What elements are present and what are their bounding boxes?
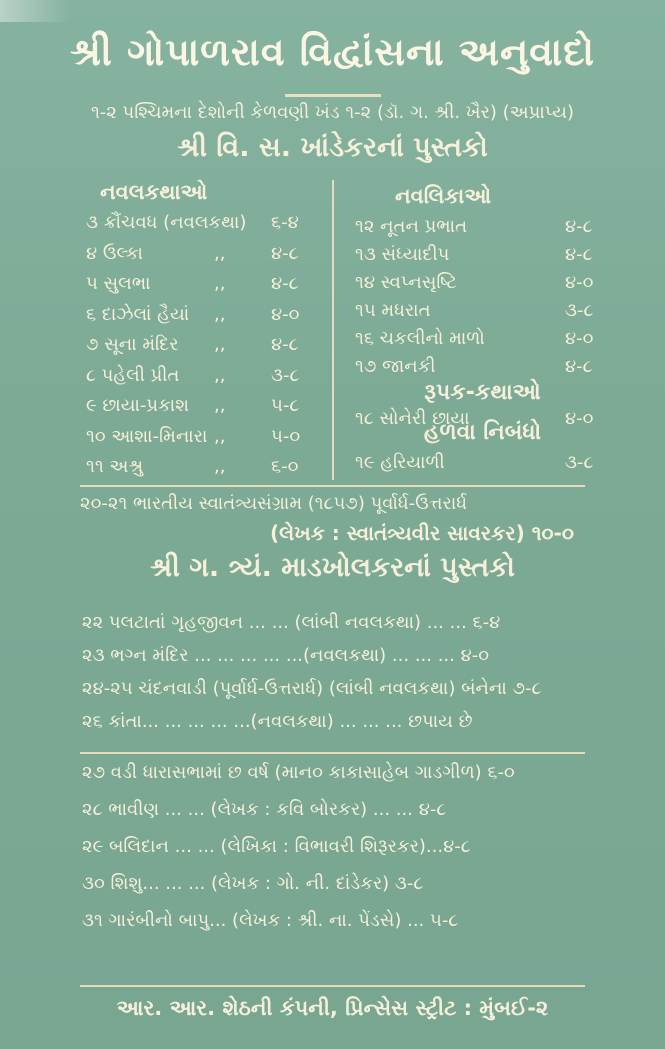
book-price: ૫-૮ bbox=[271, 395, 300, 416]
book-title: ૫ સુલભા bbox=[86, 273, 151, 294]
book-line: ૩૧ ગારંબીનો બાપુ... (લેખક : શ્રી. ના. પેંડસે) ... ૫-૮ bbox=[82, 910, 459, 931]
book-entry bbox=[86, 361, 326, 391]
book-entry bbox=[355, 352, 615, 382]
book-entry bbox=[86, 208, 326, 238]
ditto-mark: ,, bbox=[214, 334, 226, 355]
book-entry bbox=[86, 391, 326, 421]
book-title: ૧૯ હરિયાળી bbox=[355, 452, 445, 473]
book-title: ૬ દાઝેલાં હૈયાં bbox=[86, 303, 190, 325]
book-price: ૪-૮ bbox=[271, 242, 299, 264]
book-price: ૩-૮ bbox=[565, 452, 594, 473]
book-price: ૪-૦ bbox=[565, 328, 594, 349]
book-title: ૧૨ નૂતન પ્રભાત bbox=[355, 216, 468, 237]
book-title: ૧૦ આશા-મિનારા bbox=[86, 425, 208, 447]
khandekar-subtitle: શ્રી વિ. સ. ખાંડેકરનાં પુસ્તકો bbox=[177, 132, 488, 163]
book-entry bbox=[355, 296, 615, 326]
book-price: ૪-૮ bbox=[271, 273, 299, 294]
ditto-mark: ,, bbox=[214, 364, 226, 386]
book-line: ૨૭ વડી ધારાસભામાં છ વર્ષ (માન૦ કાકાસાહેબ ગાડગીળ) ૬-૦ bbox=[82, 762, 515, 783]
book-price: ૪-૮ bbox=[565, 216, 593, 237]
right-column-heading: નવલિકાઓ bbox=[395, 184, 492, 208]
book-entry bbox=[86, 452, 326, 482]
divider-rule-2 bbox=[80, 752, 585, 754]
book-price: ૬-૦ bbox=[271, 456, 299, 477]
book-price: ૪-૦ bbox=[565, 272, 594, 293]
book-entry bbox=[355, 240, 615, 270]
book-title: ૧૮ સોનેરી છાયા bbox=[355, 408, 470, 429]
book-price: ૩-૮ bbox=[565, 300, 594, 321]
book-title: ૯ છાયા-પ્રકાશ bbox=[86, 395, 190, 416]
title-underline-rule bbox=[285, 94, 381, 97]
divider-rule-3 bbox=[80, 985, 585, 987]
book-price: ૪-૦ bbox=[565, 408, 594, 429]
extra-line-2: (લેખક : સ્વાતંત્ર્યવીર સાવરકર) ૧૦-૦ bbox=[270, 521, 574, 545]
book-price: ૪-૮ bbox=[271, 334, 299, 355]
book-entry bbox=[355, 324, 615, 354]
book-price: ૪-૮ bbox=[565, 244, 593, 265]
book-entry bbox=[355, 212, 615, 242]
book-title: ૧૭ જાનકી bbox=[355, 356, 436, 377]
publisher-line: આર. આર. શેઠની કંપની, પ્રિન્સેસ સ્ટ્રીટ : મુંબઈ-૨ bbox=[116, 996, 549, 1020]
book-line: ૩૦ શિશુ... ... ... (લેખક : ગો. ની. દાંડેકર) ૩-૮ bbox=[82, 873, 424, 894]
book-line: ૨૪-૨૫ ચંદનવાડી (પૂર્વાર્ધ-ઉત્તરાર્ધ) (લાંબી નવલકથા) બંનેના ૭-૮ bbox=[82, 678, 542, 699]
ditto-mark: ,, bbox=[214, 395, 226, 416]
book-price: ૫-૦ bbox=[271, 425, 301, 447]
book-entry bbox=[355, 268, 615, 298]
extra-line-1: ૨૦-૨૧ ભારતીય સ્વાતંત્ર્યસંગ્રામ (૧૮૫૭) પૂર્વાર્ધ-ઉત્તરાર્ધ bbox=[80, 493, 468, 514]
book-price: ૬-૪ bbox=[271, 212, 299, 233]
ditto-mark: ,, bbox=[214, 273, 226, 294]
torn-corner-decoration bbox=[0, 0, 70, 22]
book-title: ૧૬ ચકલીનો માળો bbox=[355, 328, 485, 349]
book-entry bbox=[86, 300, 326, 330]
book-title: ૪ ઉલ્કા bbox=[86, 242, 143, 264]
book-price: ૩-૮ bbox=[271, 364, 300, 386]
ditto-mark: ,, bbox=[214, 425, 226, 447]
page-title: શ્રી ગોપાળરાવ વિદ્વાંસના અનુવાદો bbox=[69, 30, 595, 74]
book-line: ૨૨ પલટાતાં ગૃહજીવન ... ... (લાંબી નવલકથા) ... ... ૬-૪ bbox=[82, 612, 501, 633]
left-column-heading: નવલકથાઓ bbox=[100, 180, 208, 204]
nibandh-section-heading: હળવા નિબંધો bbox=[423, 420, 542, 445]
book-line: ૨૬ કાંતા... ... ... ... ...(નવલકથા) ... ... ... છપાય છે bbox=[82, 711, 473, 732]
book-entry bbox=[86, 239, 326, 269]
book-title: ૧૩ સંધ્યાદીપ bbox=[355, 244, 450, 265]
book-price: ૪-૮ bbox=[565, 356, 593, 377]
series-note: ૧-૨ પશ્ચિમના દેશોની કેળવણી ખંડ ૧-૨ (ડૉ. ગ. શ્રી. ખૈર) (અપ્રાપ્ય) bbox=[90, 102, 575, 123]
madkholkar-subtitle: શ્રી ગ. ત્ર્યં. માડખોલકરનાં પુસ્તકો bbox=[150, 552, 515, 583]
book-title: ૮ પહેલી પ્રીત bbox=[86, 364, 180, 386]
book-line: ૨૯ બલિદાન ... ... (લેખિકા : વિભાવરી શિરૂરકર)...૪-૮ bbox=[82, 836, 471, 857]
divider-rule bbox=[80, 485, 585, 487]
book-entry bbox=[86, 330, 326, 360]
book-entry bbox=[86, 269, 326, 299]
book-line: ૨૩ ભગ્ન મંદિર ... ... ... ... ...(નવલકથા) ... ... ... ૪-૦ bbox=[82, 645, 490, 666]
ditto-mark: ,, bbox=[214, 456, 226, 477]
book-price: ૪-૦ bbox=[271, 303, 300, 325]
book-title: ૭ સૂના મંદિર bbox=[86, 334, 179, 355]
rupak-section-heading: રૂપક-કથાઓ bbox=[424, 380, 541, 405]
book-entry bbox=[86, 422, 326, 452]
book-entry bbox=[355, 448, 615, 478]
book-title: ૧૪ સ્વપ્નસૃષ્ટિ bbox=[355, 272, 457, 293]
book-line: ૨૮ ભાવીણ ... ... (લેખક : કવિ બોરકર) ... ... ૪-૮ bbox=[82, 799, 447, 820]
ditto-mark: ,, bbox=[214, 242, 226, 264]
ditto-mark: ,, bbox=[214, 303, 226, 325]
column-divider bbox=[332, 180, 334, 480]
book-title: ૧૧ અશ્રુ bbox=[86, 456, 144, 477]
book-title: ૧૫ મધરાત bbox=[355, 300, 431, 321]
book-title: ૩ ક્રૌંચવધ (નવલકથા) bbox=[86, 212, 247, 233]
